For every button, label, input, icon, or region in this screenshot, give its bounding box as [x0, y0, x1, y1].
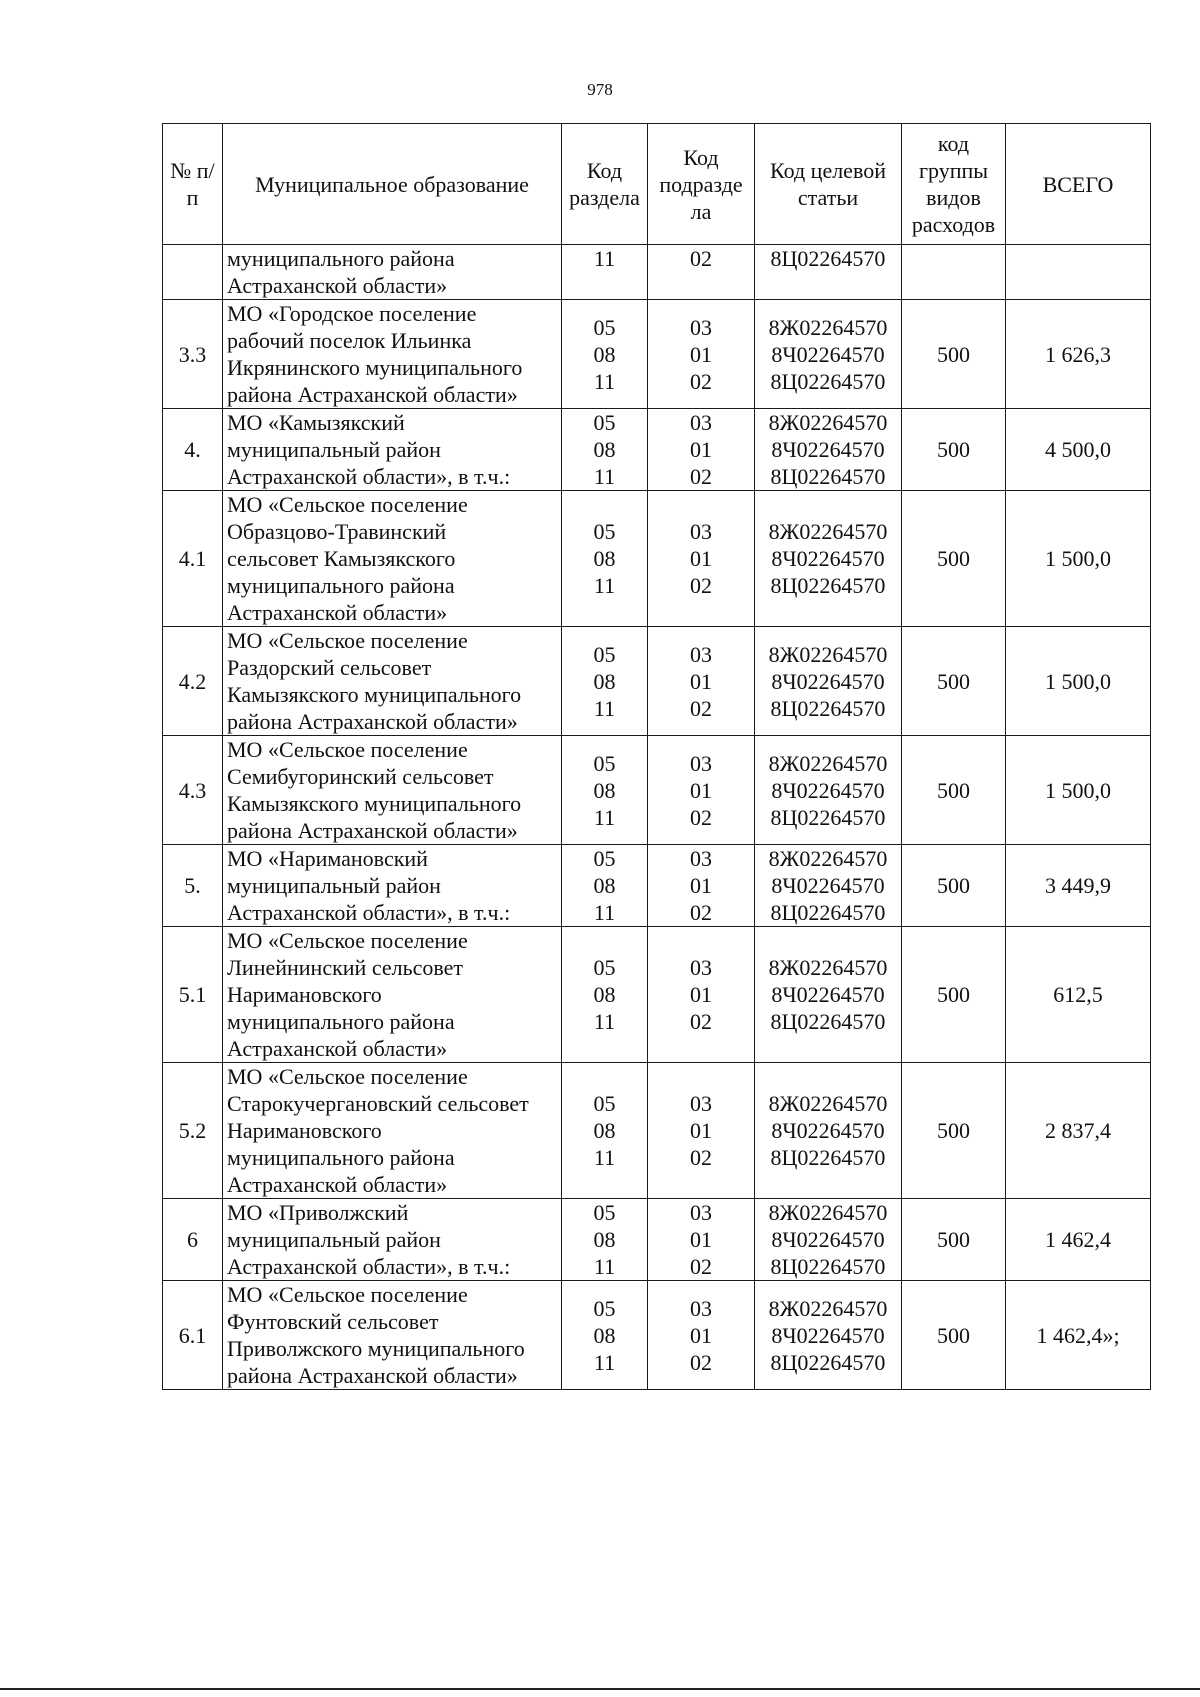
municipality-cell	[223, 627, 562, 736]
municipality-name-line: муниципального района	[227, 1145, 455, 1170]
table-header	[163, 124, 1151, 245]
target-code-cell	[755, 845, 902, 927]
target-code: 8Ч02264570	[771, 341, 885, 367]
municipality-name-line: района Астраханской области»	[227, 1363, 518, 1388]
subsection-code-cell	[648, 245, 755, 300]
subsection-code: 02	[690, 246, 712, 271]
target-code: 8Ц02264570	[770, 464, 886, 489]
section-code-cell	[562, 845, 648, 927]
subsection-code: 03	[690, 519, 712, 544]
header-target-code: Код целевой статьи	[755, 124, 902, 245]
municipality-name-line: Образцово-Травинский	[227, 519, 447, 544]
subsection-code: 03	[690, 641, 712, 667]
municipality-cell	[223, 1281, 562, 1390]
subsection-code: 01	[690, 341, 712, 367]
municipality-cell	[223, 491, 562, 627]
expense-group-cell	[902, 1063, 1006, 1199]
section-code: 11	[593, 1009, 616, 1034]
total-amount: 612,5	[1053, 982, 1103, 1007]
header-municipality: Муниципальное образование	[223, 124, 562, 245]
total-cell	[1006, 927, 1151, 1063]
municipality-name-line: Наримановского	[227, 982, 382, 1007]
target-code: 8Ч02264570	[771, 982, 885, 1007]
expense-group-code: 500	[937, 777, 970, 803]
row-number: 5.	[184, 873, 201, 898]
section-code-cell	[562, 245, 648, 300]
municipality-name-line: муниципального района	[227, 246, 455, 271]
subsection-code-cell	[648, 736, 755, 845]
target-code: 8Ж02264570	[768, 410, 888, 435]
row-number: 3.3	[178, 341, 207, 367]
subsection-code: 03	[690, 750, 712, 776]
budget-table	[162, 123, 1151, 1390]
subsection-code: 03	[690, 1091, 712, 1116]
section-code-cell	[562, 300, 648, 409]
target-code: 8Ц02264570	[770, 1349, 886, 1375]
target-code: 8Ж02264570	[768, 1200, 888, 1225]
section-code: 05	[593, 314, 616, 340]
target-code: 8Ж02264570	[768, 1295, 888, 1321]
target-code: 8Ж02264570	[768, 314, 888, 340]
municipality-name-line: МО «Сельское поселение	[227, 1064, 468, 1089]
subsection-code-cell	[648, 627, 755, 736]
subsection-code: 01	[690, 546, 712, 571]
target-code-cell	[755, 1281, 902, 1390]
row-number-cell	[163, 409, 223, 491]
expense-group-code: 500	[937, 1227, 970, 1252]
section-code: 05	[593, 1200, 616, 1225]
municipality-name-line: муниципальный район	[227, 1227, 441, 1252]
row-number: 5.1	[178, 982, 207, 1007]
municipality-name-line: Приволжского муниципального	[227, 1336, 525, 1361]
section-code: 05	[593, 1091, 616, 1116]
target-code: 8Ч02264570	[771, 668, 885, 694]
municipality-name-line: муниципального района	[227, 1009, 455, 1034]
subsection-code: 01	[690, 668, 712, 694]
municipality-name-line: муниципальный район	[227, 437, 441, 462]
total-amount: 1 500,0	[1045, 546, 1111, 571]
municipality-name-line: Астраханской области», в т.ч.:	[227, 900, 511, 925]
subsection-code: 02	[690, 1349, 712, 1375]
municipality-name-line: сельсовет Камызякского	[227, 546, 456, 571]
row-number-cell	[163, 1281, 223, 1390]
row-number: 4.1	[178, 546, 207, 571]
subsection-code: 01	[690, 437, 712, 462]
municipality-name-line: Астраханской области»	[227, 1172, 448, 1197]
table-row	[163, 845, 1151, 927]
header-subsection-code: Код подразде ла	[648, 124, 755, 245]
municipality-name-line: МО «Приволжский	[227, 1200, 409, 1225]
table-row	[163, 300, 1151, 409]
expense-group-code: 500	[937, 982, 970, 1007]
total-amount: 1 500,0	[1045, 777, 1111, 803]
section-code: 11	[593, 368, 616, 394]
target-code: 8Ч02264570	[771, 437, 885, 462]
section-code-cell	[562, 627, 648, 736]
section-code: 08	[593, 546, 616, 571]
subsection-code: 02	[690, 464, 712, 489]
target-code-cell	[755, 736, 902, 845]
target-code: 8Ч02264570	[771, 1227, 885, 1252]
section-code: 11	[593, 246, 616, 271]
section-code: 08	[593, 341, 616, 367]
subsection-code: 03	[690, 955, 712, 980]
target-code: 8Ч02264570	[771, 1118, 885, 1143]
municipality-name-line: Икрянинского муниципального	[227, 355, 523, 380]
section-code: 11	[593, 1349, 616, 1375]
table-row	[163, 1281, 1151, 1390]
expense-group-cell	[902, 300, 1006, 409]
target-code: 8Ж02264570	[768, 1091, 888, 1116]
expense-group-cell	[902, 627, 1006, 736]
table-body	[163, 245, 1151, 1390]
expense-group-cell	[902, 491, 1006, 627]
total-amount: 1 626,3	[1045, 341, 1111, 367]
section-code-cell	[562, 1063, 648, 1199]
row-number-cell	[163, 300, 223, 409]
expense-group-code: 500	[937, 546, 970, 571]
section-code: 11	[593, 695, 616, 721]
subsection-code-cell	[648, 491, 755, 627]
total-cell	[1006, 300, 1151, 409]
expense-group-cell	[902, 409, 1006, 491]
table-row	[163, 927, 1151, 1063]
target-code-cell	[755, 927, 902, 1063]
section-code-cell	[562, 1199, 648, 1281]
row-number-cell	[163, 245, 223, 300]
section-code: 05	[593, 846, 616, 871]
municipality-name-line: Астраханской области»	[227, 273, 448, 298]
target-code: 8Ц02264570	[770, 1009, 886, 1034]
municipality-name-line: района Астраханской области»	[227, 382, 518, 407]
subsection-code: 03	[690, 846, 712, 871]
target-code-cell	[755, 627, 902, 736]
section-code-cell	[562, 736, 648, 845]
header-num: № п/п	[163, 124, 223, 245]
section-code: 08	[593, 982, 616, 1007]
row-number: 4.	[184, 437, 201, 462]
table-row	[163, 1063, 1151, 1199]
subsection-code: 02	[690, 900, 712, 925]
municipality-name-line: Наримановского	[227, 1118, 382, 1143]
row-number-cell	[163, 627, 223, 736]
subsection-code-cell	[648, 1199, 755, 1281]
section-code-cell	[562, 409, 648, 491]
expense-group-cell	[902, 1281, 1006, 1390]
table-row	[163, 736, 1151, 845]
total-amount: 1 500,0	[1045, 668, 1111, 694]
row-number-cell	[163, 845, 223, 927]
municipality-name-line: муниципальный район	[227, 873, 441, 898]
page-number: 978	[587, 80, 613, 99]
target-code: 8Ч02264570	[771, 546, 885, 571]
expense-group-code: 500	[937, 437, 970, 462]
target-code-cell	[755, 1063, 902, 1199]
section-code-cell	[562, 927, 648, 1063]
expense-group-cell	[902, 245, 1006, 300]
total-cell	[1006, 1063, 1151, 1199]
target-code: 8Ж02264570	[768, 955, 888, 980]
subsection-code: 02	[690, 1145, 712, 1170]
section-code: 11	[593, 464, 616, 489]
section-code: 11	[593, 804, 616, 830]
municipality-name-line: МО «Наримановский	[227, 846, 428, 871]
total-cell	[1006, 245, 1151, 300]
target-code: 8Ж02264570	[768, 641, 888, 667]
expense-group-code: 500	[937, 1118, 970, 1143]
municipality-name-line: Астраханской области»	[227, 600, 448, 625]
table-row	[163, 1199, 1151, 1281]
target-code-cell	[755, 491, 902, 627]
section-code: 05	[593, 750, 616, 776]
municipality-name-line: МО «Сельское поселение	[227, 737, 468, 762]
section-code: 08	[593, 1322, 616, 1348]
target-code: 8Ч02264570	[771, 873, 885, 898]
total-cell	[1006, 736, 1151, 845]
target-code: 8Ц02264570	[770, 246, 886, 271]
section-code: 05	[593, 519, 616, 544]
header-expense-group-code: код группы видов расходов	[902, 124, 1006, 245]
total-cell	[1006, 627, 1151, 736]
subsection-code-cell	[648, 845, 755, 927]
municipality-cell	[223, 736, 562, 845]
subsection-code: 02	[690, 368, 712, 394]
row-number-cell	[163, 1199, 223, 1281]
target-code-cell	[755, 300, 902, 409]
target-code-cell	[755, 1199, 902, 1281]
section-code: 11	[593, 900, 616, 925]
total-amount: 1 462,4»;	[1036, 1322, 1120, 1348]
municipality-name-line: Фунтовский сельсовет	[227, 1309, 439, 1334]
municipality-name-line: района Астраханской области»	[227, 818, 518, 843]
subsection-code: 03	[690, 1200, 712, 1225]
total-cell	[1006, 491, 1151, 627]
row-number: 5.2	[178, 1118, 207, 1143]
section-code: 08	[593, 1118, 616, 1143]
municipality-name-line: МО «Сельское поселение	[227, 1282, 468, 1307]
section-code-cell	[562, 491, 648, 627]
municipality-cell	[223, 409, 562, 491]
municipality-cell	[223, 845, 562, 927]
subsection-code: 01	[690, 1322, 712, 1348]
target-code: 8Ц02264570	[770, 695, 886, 721]
total-amount: 2 837,4	[1045, 1118, 1111, 1143]
section-code: 05	[593, 955, 616, 980]
expense-group-code: 500	[937, 668, 970, 694]
header-total: ВСЕГО	[1006, 124, 1151, 245]
total-amount: 4 500,0	[1045, 437, 1111, 462]
municipality-cell	[223, 245, 562, 300]
row-number: 4.3	[178, 777, 207, 803]
section-code: 05	[593, 410, 616, 435]
target-code: 8Ц02264570	[770, 1145, 886, 1170]
total-amount: 1 462,4	[1045, 1227, 1111, 1252]
subsection-code: 02	[690, 695, 712, 721]
subsection-code-cell	[648, 300, 755, 409]
municipality-name-line: рабочий поселок Ильинка	[227, 328, 472, 353]
section-code: 08	[593, 1227, 616, 1252]
section-code: 11	[593, 1145, 616, 1170]
row-number: 6.1	[178, 1322, 207, 1348]
subsection-code: 03	[690, 314, 712, 340]
municipality-name-line: Астраханской области»	[227, 1036, 448, 1061]
target-code: 8Ц02264570	[770, 573, 886, 598]
section-code: 08	[593, 777, 616, 803]
municipality-name-line: Семибугоринский сельсовет	[227, 764, 494, 789]
section-code: 11	[593, 573, 616, 598]
section-code-cell	[562, 1281, 648, 1390]
subsection-code: 01	[690, 982, 712, 1007]
municipality-name-line: Астраханской области», в т.ч.:	[227, 464, 511, 489]
expense-group-cell	[902, 1199, 1006, 1281]
municipality-cell	[223, 1199, 562, 1281]
subsection-code-cell	[648, 409, 755, 491]
municipality-name-line: муниципального района	[227, 573, 455, 598]
municipality-name-line: района Астраханской области»	[227, 709, 518, 734]
target-code: 8Ц02264570	[770, 368, 886, 394]
municipality-name-line: Астраханской области», в т.ч.:	[227, 1254, 511, 1279]
target-code: 8Ж02264570	[768, 519, 888, 544]
target-code: 8Ц02264570	[770, 1254, 886, 1279]
subsection-code: 01	[690, 777, 712, 803]
row-number: 6	[187, 1227, 198, 1252]
section-code: 08	[593, 873, 616, 898]
target-code-cell	[755, 245, 902, 300]
subsection-code: 03	[690, 1295, 712, 1321]
total-cell	[1006, 409, 1151, 491]
expense-group-cell	[902, 845, 1006, 927]
section-code: 08	[593, 668, 616, 694]
total-cell	[1006, 1281, 1151, 1390]
municipality-name-line: МО «Камызякский	[227, 410, 405, 435]
target-code-cell	[755, 409, 902, 491]
target-code: 8Ж02264570	[768, 846, 888, 871]
municipality-name-line: Старокучергановский сельсовет	[227, 1091, 529, 1116]
table-row	[163, 627, 1151, 736]
municipality-cell	[223, 300, 562, 409]
subsection-code: 03	[690, 410, 712, 435]
municipality-name-line: Камызякского муниципального	[227, 682, 522, 707]
expense-group-cell	[902, 927, 1006, 1063]
subsection-code: 01	[690, 873, 712, 898]
subsection-code-cell	[648, 927, 755, 1063]
table-row	[163, 409, 1151, 491]
header-section-code: Код раздела	[562, 124, 648, 245]
total-cell	[1006, 1199, 1151, 1281]
expense-group-code: 500	[937, 341, 970, 367]
target-code: 8Ж02264570	[768, 750, 888, 776]
row-number-cell	[163, 927, 223, 1063]
row-number-cell	[163, 491, 223, 627]
municipality-cell	[223, 927, 562, 1063]
municipality-name-line: МО «Сельское поселение	[227, 492, 468, 517]
section-code: 11	[593, 1254, 616, 1279]
subsection-code: 01	[690, 1118, 712, 1143]
target-code: 8Ч02264570	[771, 777, 885, 803]
expense-group-code: 500	[937, 873, 970, 898]
municipality-name-line: МО «Сельское поселение	[227, 928, 468, 953]
total-amount: 3 449,9	[1045, 873, 1111, 898]
table-row	[163, 245, 1151, 300]
target-code: 8Ц02264570	[770, 900, 886, 925]
section-code: 05	[593, 641, 616, 667]
row-number-cell	[163, 736, 223, 845]
municipality-name-line: Раздорский сельсовет	[227, 655, 432, 680]
subsection-code-cell	[648, 1063, 755, 1199]
subsection-code: 02	[690, 1254, 712, 1279]
table-row	[163, 491, 1151, 627]
municipality-name-line: Камызякского муниципального	[227, 791, 522, 816]
subsection-code: 02	[690, 1009, 712, 1034]
subsection-code-cell	[648, 1281, 755, 1390]
municipality-cell	[223, 1063, 562, 1199]
municipality-name-line: МО «Сельское поселение	[227, 628, 468, 653]
row-number: 4.2	[178, 668, 207, 694]
municipality-name-line: Линейнинский сельсовет	[227, 955, 464, 980]
expense-group-code: 500	[937, 1322, 970, 1348]
section-code: 08	[593, 437, 616, 462]
target-code: 8Ч02264570	[771, 1322, 885, 1348]
subsection-code: 01	[690, 1227, 712, 1252]
subsection-code: 02	[690, 804, 712, 830]
total-cell	[1006, 845, 1151, 927]
municipality-name-line: МО «Городское поселение	[227, 301, 477, 326]
target-code: 8Ц02264570	[770, 804, 886, 830]
expense-group-cell	[902, 736, 1006, 845]
row-number-cell	[163, 1063, 223, 1199]
section-code: 05	[593, 1295, 616, 1321]
subsection-code: 02	[690, 573, 712, 598]
footer-rule	[0, 1688, 1200, 1690]
